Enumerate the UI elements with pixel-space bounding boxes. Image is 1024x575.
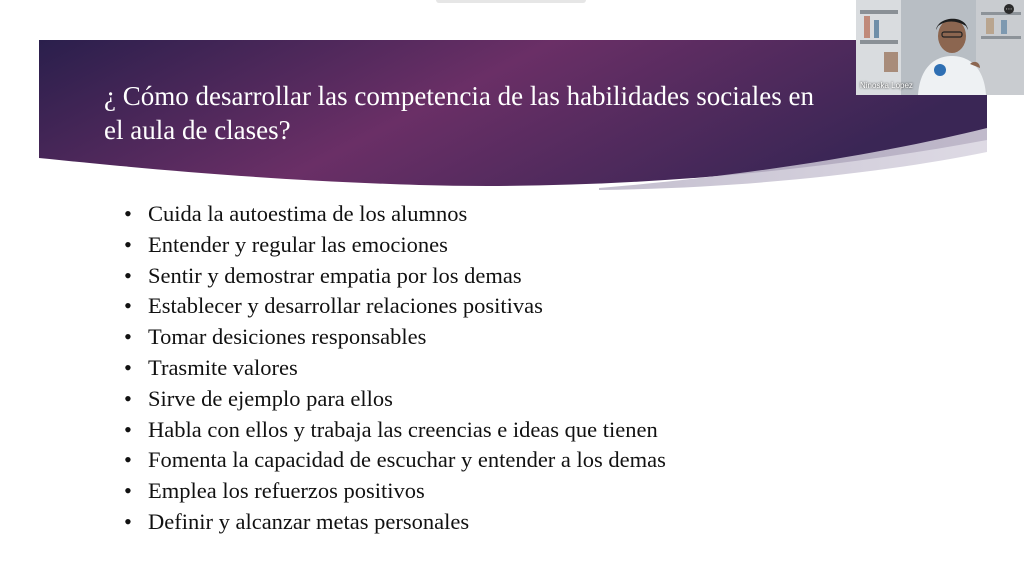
bullet-item: • Sentir y demostrar empatia por los demas	[124, 261, 666, 292]
slide-title: ¿ Cómo desarrollar las competencia de las habilidades sociales en el aula de clases?	[104, 81, 814, 145]
bullet-icon: •	[124, 201, 132, 226]
bullet-list	[124, 199, 666, 538]
bullet-icon: •	[124, 262, 132, 288]
bullet-item: • Establecer y desarrollar relaciones positivas	[124, 291, 666, 322]
participant-name: Ninoska Lopez	[860, 81, 913, 90]
bullet-item: • Sirve de ejemplo para ellos	[124, 384, 666, 415]
bullet-item: • Cuida la autoestima de los alumnos	[124, 199, 666, 230]
bullet-icon: •	[124, 508, 132, 534]
bullet-item: • Habla con ellos y trabaja las creencias e ideas que tienen	[124, 415, 666, 446]
top-tab-indicator	[436, 0, 586, 3]
bullet-icon: •	[124, 324, 132, 350]
bullet-item: • Emplea los refuerzos positivos	[124, 476, 666, 507]
bullet-item: • Trasmite valores	[124, 353, 666, 384]
bullet-icon: •	[124, 293, 132, 319]
bullet-icon: •	[124, 385, 132, 411]
more-options-icon[interactable]: ⋯	[1005, 5, 1013, 13]
bullet-item: • Definir y alcanzar metas personales	[124, 507, 666, 538]
bullet-item: • Fomenta la capacidad de escuchar y entender a los demas	[124, 445, 666, 476]
bullet-item: • Entender y regular las emociones	[124, 230, 666, 261]
bullet-icon: •	[124, 447, 132, 473]
bullet-item: • Tomar desiciones responsables	[124, 322, 666, 353]
bullet-icon: •	[124, 478, 132, 504]
bullet-icon: •	[124, 231, 132, 257]
bullet-icon: •	[124, 354, 132, 380]
bullet-icon: •	[124, 416, 132, 442]
